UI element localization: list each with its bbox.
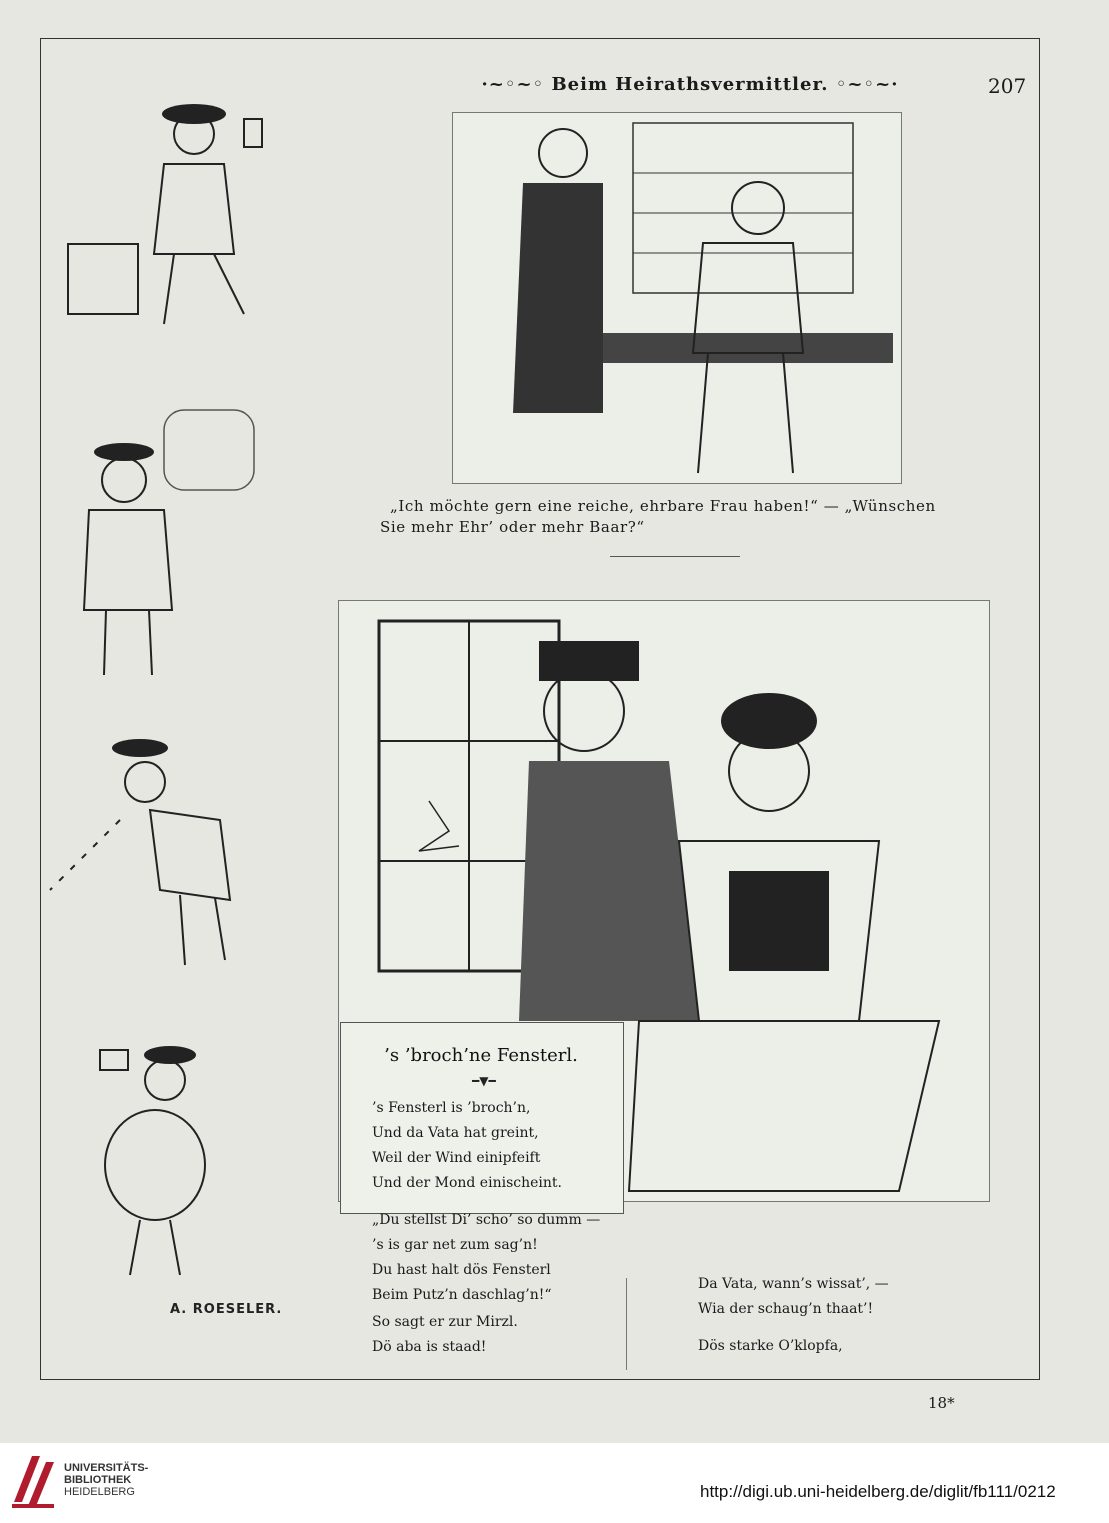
caption-divider: [610, 556, 740, 557]
illustration-drinker-2: [44, 400, 274, 690]
poem-line: „Du stellst Di’ scho’ so dumm —: [372, 1212, 601, 1228]
poem-stanza-2: [372, 1208, 600, 1308]
caption-line-1: „Ich möchte gern eine reiche, ehrbare Frau haben!“ — „Wünschen: [390, 497, 936, 515]
poem-line: Und da Vata hat greint,: [372, 1125, 539, 1141]
poem-stanza-4: [698, 1272, 889, 1322]
poem-line: Beim Putz’n daschlag’n!“: [372, 1287, 552, 1303]
poem-stanza-1: [372, 1096, 562, 1196]
poem-line: Weil der Wind einipfeift: [372, 1150, 541, 1166]
poem-line: Wia der schaug’n thaat’!: [698, 1301, 874, 1317]
poem-stanza-3: [372, 1310, 518, 1360]
library-name-line-2: BIBLIOTHEK: [64, 1474, 132, 1486]
cartoon-caption: [380, 496, 1000, 538]
library-logo-icon: [10, 1452, 56, 1510]
poem-title-ornament: ━▼━: [472, 1074, 496, 1088]
poem-title: ’s ’broch’ne Fensterl.: [384, 1045, 578, 1066]
poem-line: Und der Mond einischeint.: [372, 1175, 562, 1191]
poem-stanza-5: [698, 1334, 843, 1359]
poem-line: Da Vata, wann’s wissat’, —: [698, 1276, 889, 1292]
source-url-link[interactable]: http://digi.ub.uni-heidelberg.de/diglit/fb111/0212: [700, 1482, 1056, 1501]
library-name: [64, 1462, 148, 1498]
artist-signature: A. ROESELER.: [170, 1302, 283, 1317]
drinker-3-drawing: [30, 730, 280, 980]
ornament-left: ·~◦~◦: [481, 74, 552, 95]
page-number: 207: [988, 74, 1027, 98]
illustration-marriage-broker: [452, 112, 902, 484]
drinker-2-drawing: [44, 400, 274, 690]
library-name-line-3: HEIDELBERG: [64, 1486, 135, 1498]
library-name-line-1: UNIVERSITÄTS-: [64, 1462, 149, 1474]
running-title-text: Beim Heirathsvermittler.: [551, 74, 829, 95]
poem-line: Dös starke O’klopfa,: [698, 1338, 843, 1354]
illustration-drinker-4: [60, 1025, 250, 1285]
sheet-signature: 18*: [928, 1394, 955, 1412]
ornament-right: ◦~◦~·: [828, 74, 899, 95]
running-title: [470, 74, 910, 95]
caption-line-2: Sie mehr Ehr’ oder mehr Baar?“: [380, 518, 645, 536]
marriage-broker-drawing: [453, 113, 901, 483]
poem-line: Dö aba is staad!: [372, 1339, 487, 1355]
poem-line: ’s is gar net zum sag’n!: [372, 1237, 538, 1253]
illustration-drinker-3: [30, 730, 280, 980]
poem-line: ’s Fensterl is ’broch’n,: [372, 1100, 531, 1116]
poem-line: So sagt er zur Mirzl.: [372, 1314, 518, 1330]
illustration-drinker-1: [44, 74, 274, 344]
drinker-4-drawing: [60, 1025, 250, 1285]
poem-line: Du hast halt dös Fensterl: [372, 1262, 551, 1278]
drinker-1-drawing: [44, 74, 274, 344]
column-divider: [626, 1278, 627, 1370]
